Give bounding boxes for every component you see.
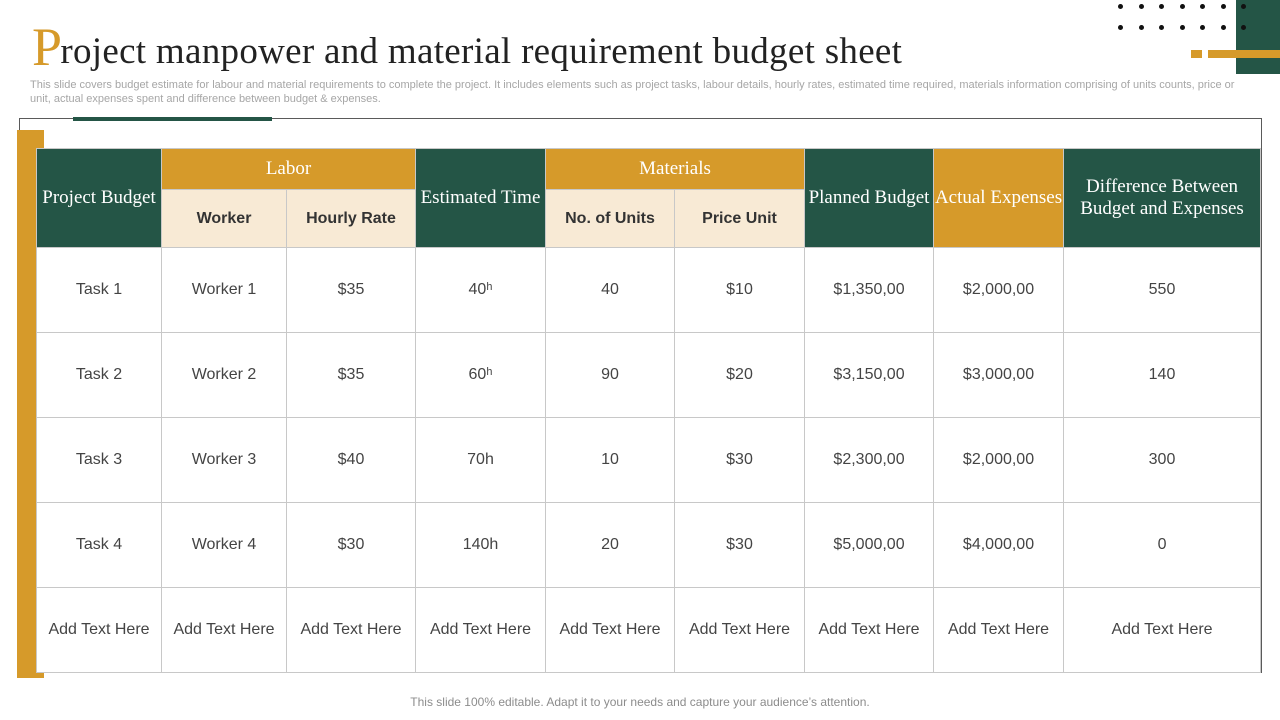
- decorative-dot: [1118, 25, 1123, 30]
- table-row: [37, 418, 1261, 503]
- budget-table: [36, 148, 1261, 673]
- cell-task: Add Text Here: [37, 588, 162, 673]
- cell-units: 40: [546, 248, 675, 333]
- cell-planned-budget: $2,300,00: [805, 418, 934, 503]
- cell-task: Task 3: [37, 418, 162, 503]
- header-actual-expenses: Actual Expenses: [934, 149, 1064, 248]
- cell-difference: 300: [1064, 418, 1261, 503]
- cell-price-unit: $30: [675, 418, 805, 503]
- cell-worker: Worker 3: [162, 418, 287, 503]
- cell-estimated-time: 60ʰ: [416, 333, 546, 418]
- table-row: [37, 333, 1261, 418]
- cell-hourly-rate: $35: [287, 248, 416, 333]
- cell-difference: 550: [1064, 248, 1261, 333]
- cell-estimated-time: Add Text Here: [416, 588, 546, 673]
- cell-price-unit: Add Text Here: [675, 588, 805, 673]
- decorative-dot-grid: [1118, 4, 1248, 44]
- cell-task: Task 2: [37, 333, 162, 418]
- cell-worker: Add Text Here: [162, 588, 287, 673]
- cell-hourly-rate: Add Text Here: [287, 588, 416, 673]
- cell-planned-budget: Add Text Here: [805, 588, 934, 673]
- corner-gold-bar: [1208, 50, 1280, 58]
- cell-estimated-time: 40ʰ: [416, 248, 546, 333]
- cell-worker: Worker 2: [162, 333, 287, 418]
- cell-worker: Worker 4: [162, 503, 287, 588]
- decorative-dot: [1180, 4, 1185, 9]
- cell-hourly-rate: $40: [287, 418, 416, 503]
- header-labor: Labor: [162, 149, 416, 190]
- cell-price-unit: $20: [675, 333, 805, 418]
- cell-difference: 0: [1064, 503, 1261, 588]
- title-text: roject manpower and material requirement budget sheet: [60, 31, 903, 72]
- cell-planned-budget: $5,000,00: [805, 503, 934, 588]
- decorative-dot: [1200, 25, 1205, 30]
- decorative-dot: [1221, 4, 1226, 9]
- decorative-dot: [1139, 4, 1144, 9]
- table-body: [37, 248, 1261, 673]
- cell-price-unit: $10: [675, 248, 805, 333]
- cell-units: 10: [546, 418, 675, 503]
- header-worker: Worker: [162, 190, 287, 248]
- decorative-dot: [1241, 4, 1246, 9]
- decorative-dot: [1159, 25, 1164, 30]
- table-row: [37, 588, 1261, 673]
- decorative-dot: [1159, 4, 1164, 9]
- header-price-unit: Price Unit: [675, 190, 805, 248]
- cell-worker: Worker 1: [162, 248, 287, 333]
- page-subtitle: This slide covers budget estimate for labour and material requirements to complete the project. It includes elements such as project tasks, labour details, hourly rates, estimated time required, materials information comprising of units counts, price or unit, actual expenses spent and difference between budget & expenses.: [30, 79, 1235, 105]
- cell-actual-expenses: $2,000,00: [934, 248, 1064, 333]
- cell-price-unit: $30: [675, 503, 805, 588]
- header-difference: Difference Between Budget and Expenses: [1064, 149, 1261, 248]
- header-estimated-time: Estimated Time: [416, 149, 546, 248]
- cell-hourly-rate: $35: [287, 333, 416, 418]
- cell-actual-expenses: $4,000,00: [934, 503, 1064, 588]
- cell-task: Task 4: [37, 503, 162, 588]
- cell-units: 20: [546, 503, 675, 588]
- cell-actual-expenses: Add Text Here: [934, 588, 1064, 673]
- cell-difference: 140: [1064, 333, 1261, 418]
- table-row: [37, 248, 1261, 333]
- decorative-dot: [1221, 25, 1226, 30]
- header-hourly-rate: Hourly Rate: [287, 190, 416, 248]
- cell-hourly-rate: $30: [287, 503, 416, 588]
- header-planned-budget: Planned Budget: [805, 149, 934, 248]
- cell-planned-budget: $3,150,00: [805, 333, 934, 418]
- footer-note: This slide 100% editable. Adapt it to your needs and capture your audience’s attention.: [410, 695, 870, 709]
- cell-actual-expenses: $2,000,00: [934, 418, 1064, 503]
- page-title: [32, 17, 903, 77]
- decorative-dot: [1118, 4, 1123, 9]
- header-no-of-units: No. of Units: [546, 190, 675, 248]
- decorative-dot: [1139, 25, 1144, 30]
- header-project-budget: Project Budget: [37, 149, 162, 248]
- decorative-dot: [1180, 25, 1185, 30]
- decorative-dot: [1200, 4, 1205, 9]
- cell-task: Task 1: [37, 248, 162, 333]
- cell-actual-expenses: $3,000,00: [934, 333, 1064, 418]
- title-drop-letter: P: [32, 17, 63, 77]
- teal-accent-line: [73, 117, 272, 121]
- header-materials: Materials: [546, 149, 805, 190]
- cell-estimated-time: 70h: [416, 418, 546, 503]
- corner-gold-square: [1191, 50, 1202, 58]
- cell-difference: Add Text Here: [1064, 588, 1261, 673]
- cell-units: 90: [546, 333, 675, 418]
- cell-planned-budget: $1,350,00: [805, 248, 934, 333]
- cell-estimated-time: 140h: [416, 503, 546, 588]
- cell-units: Add Text Here: [546, 588, 675, 673]
- decorative-dot: [1241, 25, 1246, 30]
- table-row: [37, 503, 1261, 588]
